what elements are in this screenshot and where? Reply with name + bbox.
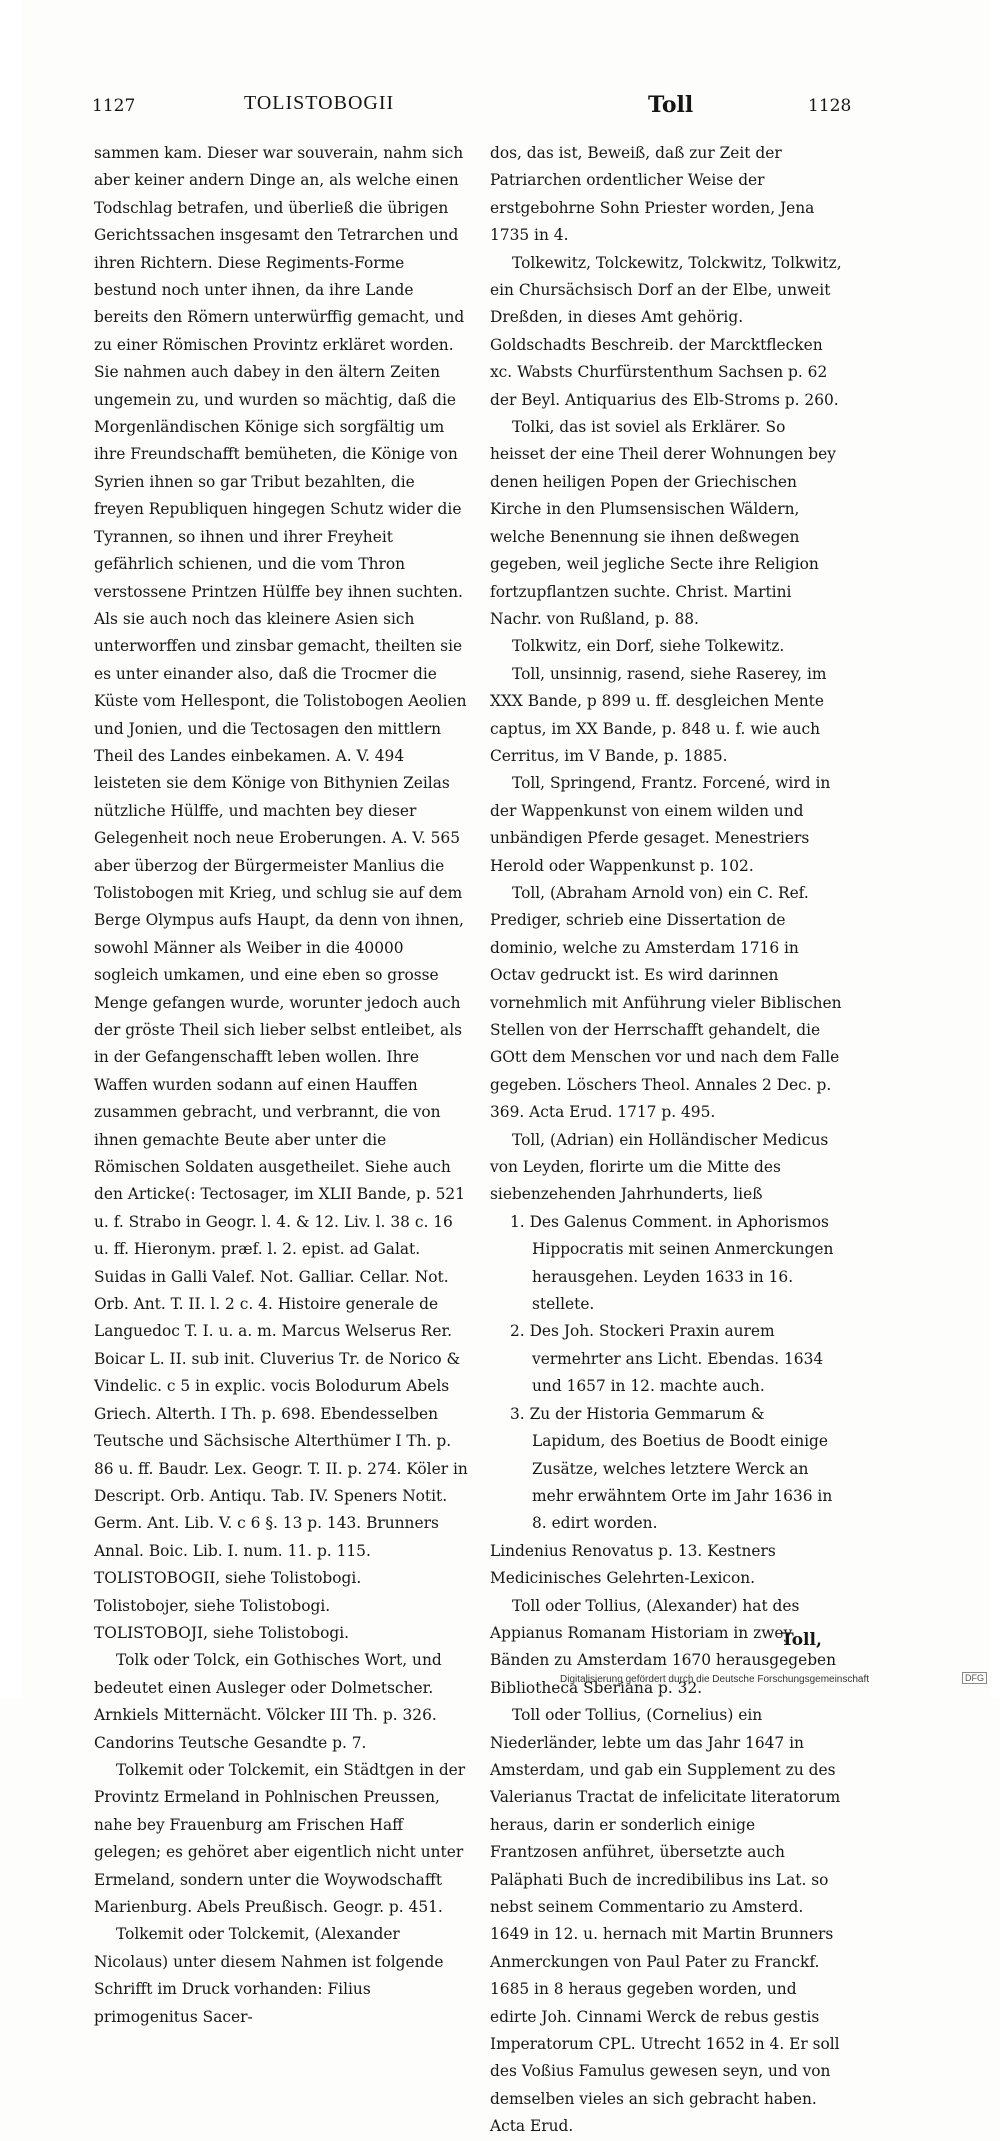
left-column bbox=[94, 140, 469, 2031]
entry-toll-cornelius: Toll oder Tollius, (Cornelius) ein Niederländer, lebte um das Jahr 1647 in Amsterdam, und gab ein Supplement zu des Valerianus Tractat de infelicitate literatorum heraus, darin er sonderlich einige Frantzosen anführet, übersetzte auch Paläphati Buch de incredibilibus ins Lat. so nebst seinem Commentario zu Amsterd. 1649 in 12. u. hernach mit Martin Brunners Anmerckungen von Paul Pater zu Franckf. 1685 in 8 heraus gegeben worden, und edirte Joh. Cinnami Werck de rebus gestis Imperatorum CPL. Utrecht 1652 in 4. Er soll des Voßius Famulus gewesen seyn, und von demselben vieles an sich gebracht haben. Acta Erud. bbox=[490, 1706, 841, 2136]
entry-toll-adrian: Toll, (Adrian) ein Holländischer Medicus von Leyden, florirte um die Mitte des siebenzehenden Jahrhunderts, ließ bbox=[490, 1130, 829, 1204]
entry-tolkemit-person: Tolkemit oder Tolckemit, (Alexander Nicolaus) unter diesem Nahmen ist folgende Schrifft im Druck vorhanden: Filius primogenitus Sacer- bbox=[94, 1925, 444, 2026]
right-column bbox=[490, 140, 842, 2141]
entry-toll-alexander: Toll oder Tollius, (Alexander) hat des Appianus Romanam Historiam in zwey Bänden zu Amsterdam 1670 herausgegeben Bibliotheca Sberiana p. 32. bbox=[490, 1596, 837, 1697]
digitization-credit: Digitalisierung gefördert durch die Deutsche Forschungsgemeinschaft bbox=[560, 1674, 870, 1685]
catchword: Toll, bbox=[781, 1630, 822, 1650]
entry-adrian-references: Lindenius Renovatus p. 13. Kestners Medicinisches Gelehrten-Lexicon. bbox=[490, 1541, 776, 1588]
page-number-left: 1127 bbox=[92, 96, 136, 116]
entry-tolistoboji: TOLISTOBOJI, siehe Tolistobogi. bbox=[94, 1623, 350, 1642]
entry-tolistobogii: TOLISTOBOGII, siehe Tolistobogi. bbox=[94, 1569, 362, 1588]
entry-tolistobojer: Tolistobojer, siehe Tolistobogi. bbox=[94, 1596, 331, 1615]
dfg-logo: DFG bbox=[962, 1672, 987, 1684]
running-head-left: TOLISTOBOGII bbox=[244, 92, 395, 114]
page-number-right: 1128 bbox=[808, 96, 852, 116]
entry-tolkwitz: Tolkwitz, ein Dorf, siehe Tolkewitz. bbox=[512, 637, 785, 656]
list-item: 1. Des Galenus Comment. in Aphorismos Hippocratis mit seinen Anmerckungen herausgehen. Leyden 1633 in 16. stellete. bbox=[510, 1212, 834, 1314]
entry-tolkewitz: Tolkewitz, Tolckewitz, Tolckwitz, Tolkwitz, ein Chursächsisch Dorf an der Elbe, unweit Dreßden, in dieses Amt gehörig. Goldschadts Beschreib. der Marcktflecken xc. Wabsts Churfürstenthum Sachsen p. 62 der Beyl. Antiquarius des Elb-Stroms p. 260. bbox=[490, 253, 842, 409]
running-head-right: Toll bbox=[648, 92, 694, 118]
entry-toll-unsinnig: Toll, unsinnig, rasend, siehe Raserey, im XXX Bande, p 899 u. ff. desgleichen Mente captus, im XX Bande, p. 848 u. f. wie auch Cerritus, im V Bande, p. 1885. bbox=[490, 664, 827, 765]
entry-tolkemit-place: Tolkemit oder Tolckemit, ein Städtgen in der Provintz Ermeland in Pohlnischen Preussen, nahe bey Frauenburg am Frischen Haff gelegen; es gehöret aber eigentlich nicht unter Ermeland, sondern unter die Woywodschafft Marienburg. Abels Preußisch. Geogr. p. 451. bbox=[94, 1760, 466, 1916]
list-item: 3. Zu der Historia Gemmarum & Lapidum, des Boetius de Boodt einige Zusätze, welches letztere Werck an mehr erwähntem Orte im Jahr 1636 in 8. edirt worden. bbox=[510, 1404, 833, 1533]
entry-tolkemit-continuation: dos, das ist, Beweiß, daß zur Zeit der Patriarchen ordentlicher Weise der erstgebohrne Sohn Priester worden, Jena 1735 in 4. bbox=[490, 144, 815, 245]
entry-toll-abraham: Toll, (Abraham Arnold von) ein C. Ref. Prediger, schrieb eine Dissertation de dominio, welche zu Amsterdam 1716 in Octav gedruckt ist. Es wird darinnen vornehmlich mit Anführung vieler Biblischen Stellen von der Herrschafft gehandelt, die GOtt dem Menschen vor und nach dem Falle gegeben. Löschers Theol. Annales 2 Dec. p. 369. Acta Erud. 1717 p. 495. bbox=[490, 883, 842, 1122]
entry-tolistobogi-continuation: sammen kam. Dieser war souverain, nahm sich aber keiner andern Dinge an, als welche einen Todschlag betrafen, und überließ die übrigen Gerichtssachen insgesamt den Tetrarchen und ihren Richtern. Diese Regiments-Forme bestund noch unter ihnen, da ihre Lande bereits den Römern unterwürffig gemacht, und zu einer Römischen Provintz erkläret worden. Sie nahmen auch dabey in den ältern Zeiten ungemein zu, und wurden so mächtig, daß die Morgenländischen Könige sich sorgfältig um ihre Freundschafft bemüheten, die Könige von Syrien ihnen so gar Tribut bezahlten, die freyen Republiquen hingegen Schutz wider die Tyrannen, so ihnen und ihrer Freyheit gefährlich schienen, und die vom Thron verstossene Printzen Hülffe bey ihnen suchten. Als sie auch noch das kleinere Asien sich unterworffen und zinsbar gemacht, theilten sie es unter einander also, daß die Trocmer die Küste vom Hellespont, die Tolistobogen Aeolien und Jonien, und die Tectosagen den mittlern Theil des Landes einbekamen. A. V. 494 leisteten sie dem Könige von Bithynien Zeilas nützliche Hülffe, und machten bey dieser Gelegenheit noch neue Eroberungen. A. V. 565 aber überzog der Bürgermeister Manlius die Tolistobogen mit Krieg, und schlug sie auf dem Berge Olympus aufs Haupt, da denn von ihnen, sowohl Männer als Weiber in die 40000 sogleich umkamen, und eine eben so grosse Menge gefangen wurde, worunter jedoch auch der gröste Theil sich lieber selbst entleibet, als in der Gefangenschafft leben wollen. Ihre Waffen wurden sodann auf einen Hauffen zusammen gebracht, und verbrannt, die von ihnen gemachte Beute aber unter die Römischen Soldaten ausgetheilet. Siehe auch den Articke(: Tectosager, im XLII Bande, p. 521 u. f. Strabo in Geogr. l. 4. & 12. Liv. l. 38 c. 16 u. ff. Hieronym. præf. l. 2. epist. ad Galat. Suidas in Galli Valef. Not. Galliar. Cellar. Not. Orb. Ant. T. II. l. 2 c. 4. Histoire generale de Languedoc T. I. u. a. m. Marcus Welserus Rer. Boicar L. II. sub init. Cluverius Tr. de Norico & Vindelic. c 5 in explic. vocis Bolodurum Abels Griech. Alterth. I Th. p. 698. Ebendesselben Teutsche und Sächsische Alterthümer I Th. p. 86 u. ff. Baudr. Lex. Geogr. T. II. p. 274. Köler in Descript. Orb. Antiqu. Tab. IV. Speners Notit. Germ. Ant. Lib. V. c 6 §. 13 p. 143. Brunners Annal. Boic. Lib. I. num. 11. p. 115. bbox=[94, 144, 468, 1560]
entry-tolki: Tolki, das ist soviel als Erklärer. So heisset der eine Theil derer Wohnungen bey denen heiligen Popen der Griechischen Kirche in den Plumsensischen Wäldern, welche Benennung sie ihnen deßwegen gegeben, weil jegliche Secte ihre Religion fortzupflantzen suchte. Christ. Martini Nachr. von Rußland, p. 88. bbox=[490, 418, 836, 628]
page-right-edge bbox=[990, 0, 1000, 1698]
page-left-edge bbox=[0, 0, 22, 1698]
entry-tolk: Tolk oder Tolck, ein Gothisches Wort, und bedeutet einen Ausleger oder Dolmetscher. Arnkiels Mitternächt. Völcker III Th. p. 326. Candorins Teutsche Gesandte p. 7. bbox=[94, 1651, 442, 1752]
entry-toll-springend: Toll, Springend, Frantz. Forcené, wird in der Wappenkunst von einem wilden und unbändigen Pferde gesaget. Menestriers Herold oder Wappenkunst p. 102. bbox=[490, 774, 831, 875]
page-header bbox=[92, 92, 852, 128]
list-item: 2. Des Joh. Stockeri Praxin aurem vermehrter ans Licht. Ebendas. 1634 und 1657 in 12. machte auch. bbox=[510, 1322, 824, 1396]
